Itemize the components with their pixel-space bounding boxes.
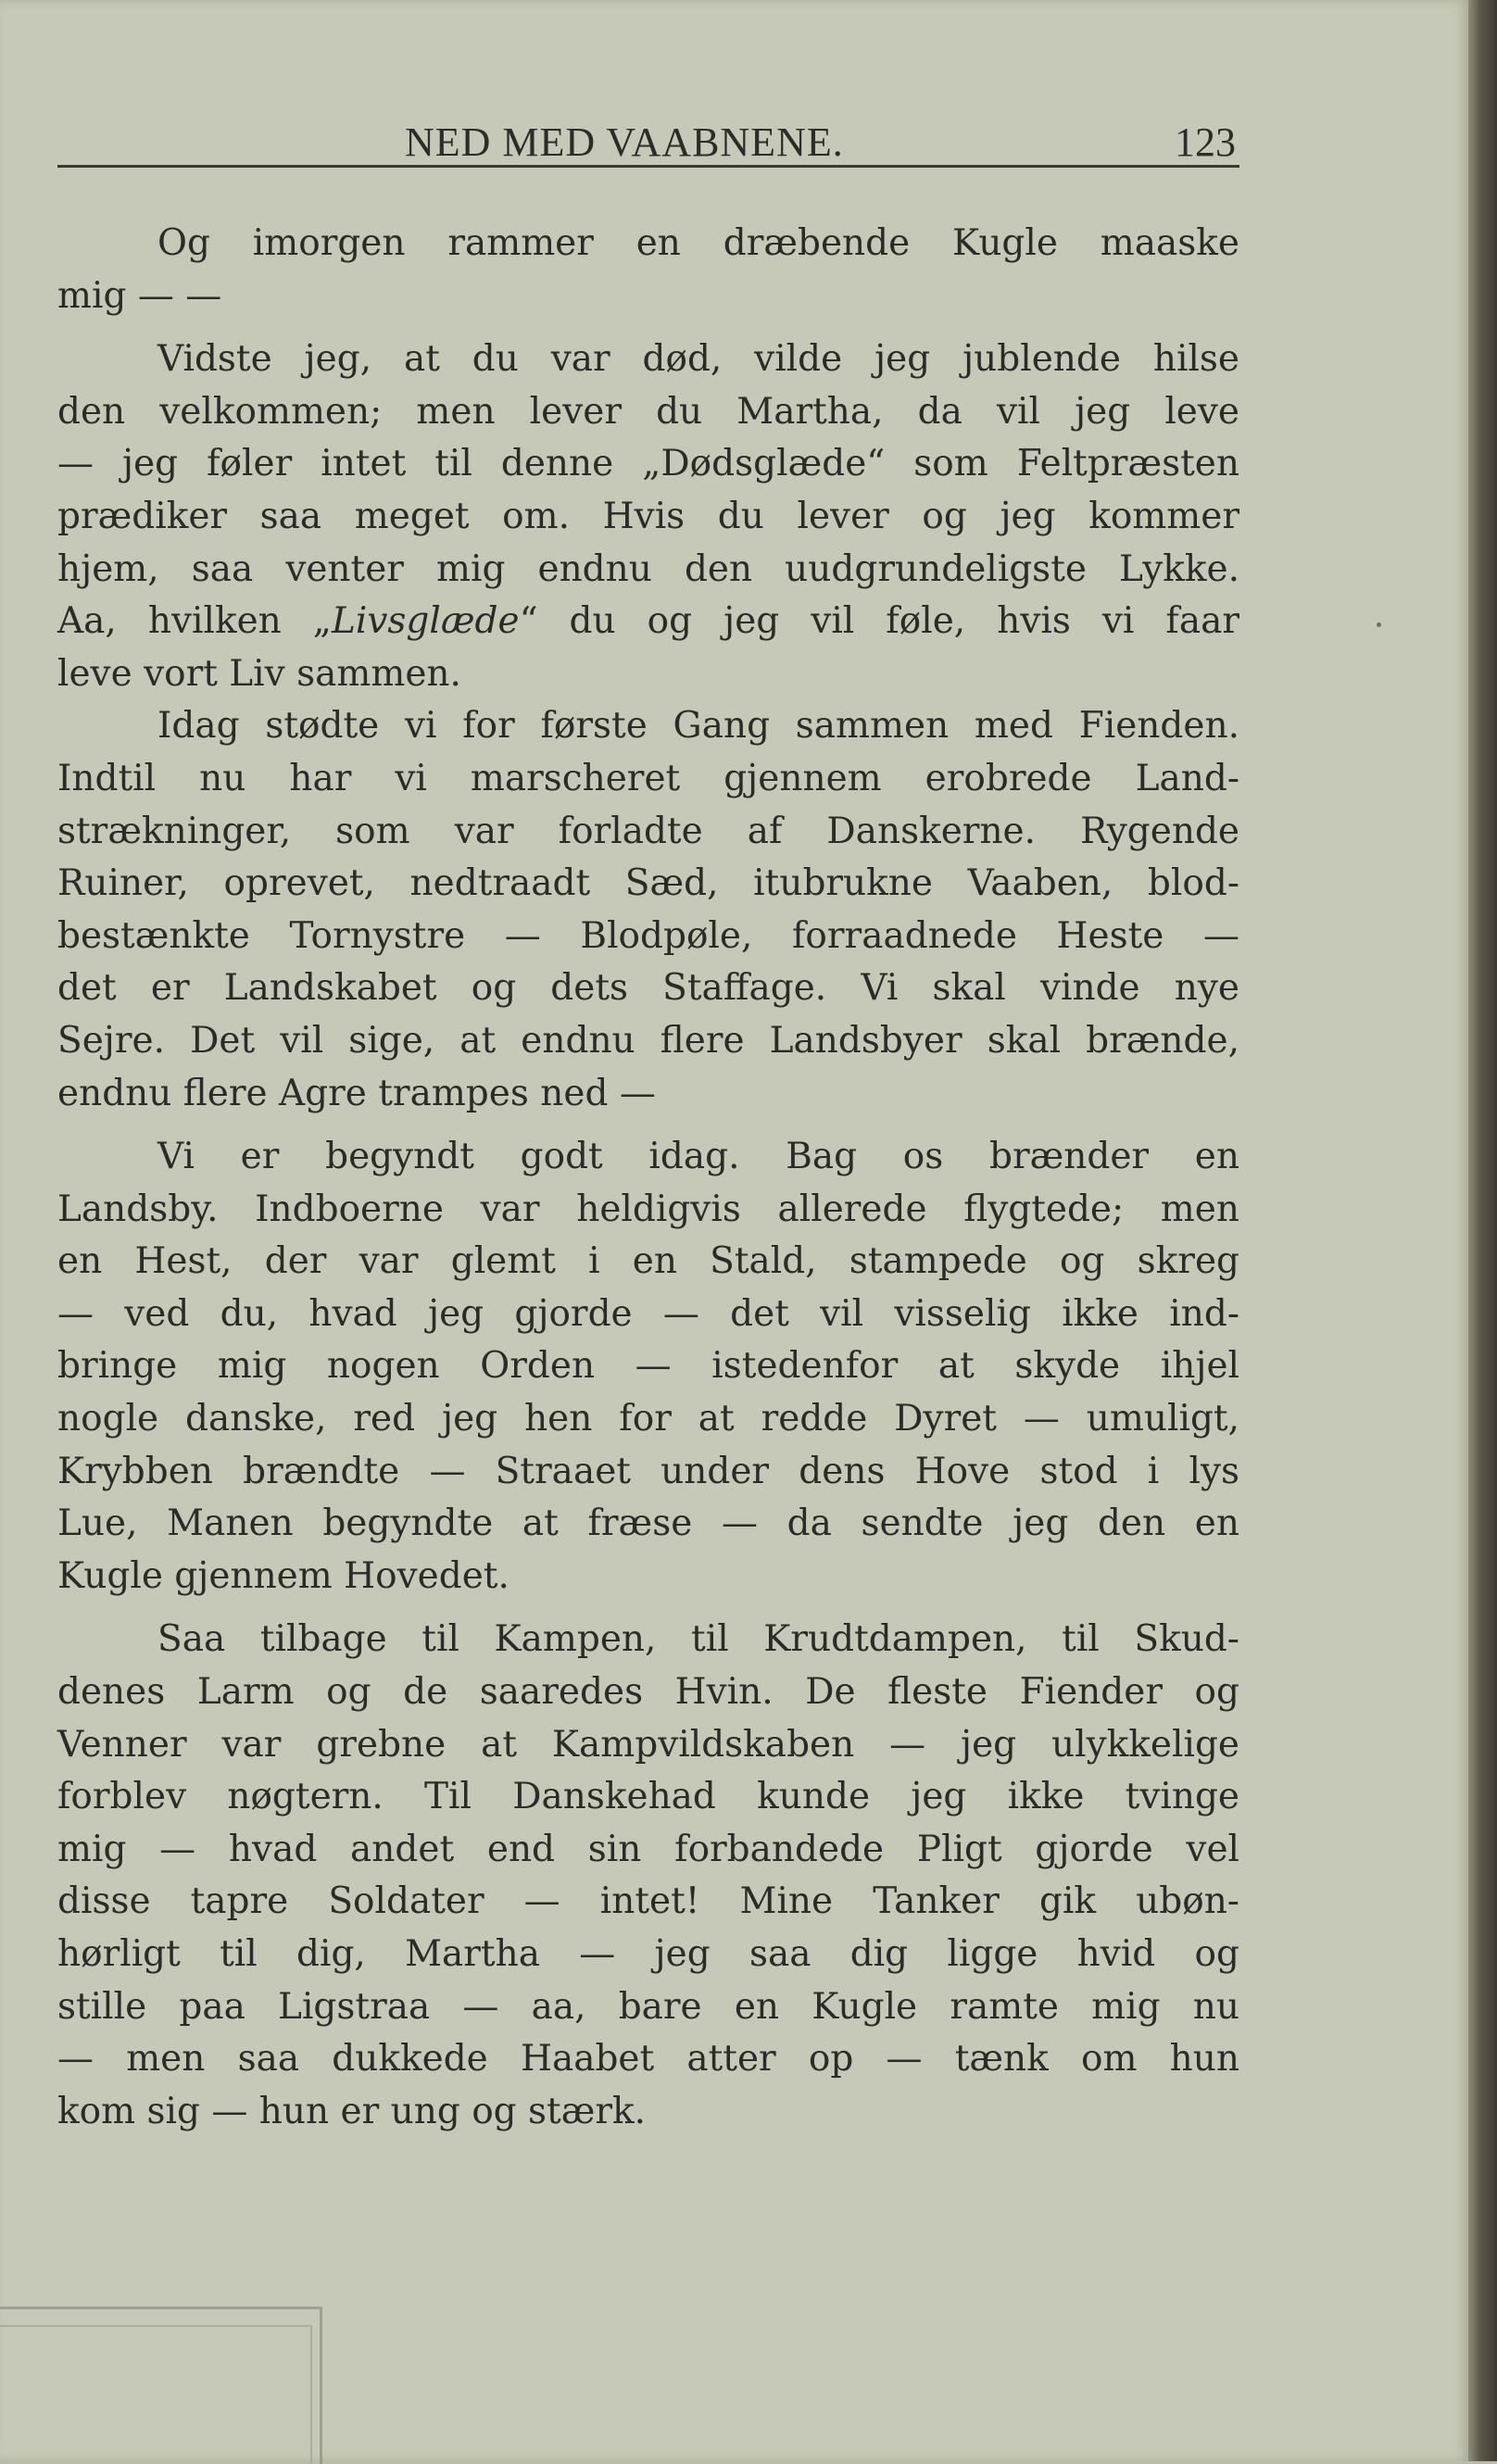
text-line: mig — — <box>57 274 222 317</box>
text-line: Krybben brændte — Straaet under dens Hove stod i lys <box>57 1450 1239 1492</box>
text-line: hjem, saa venter mig endnu den uudgrundeligste Lykke. <box>57 547 1239 590</box>
text-line: Idag stødte vi for første Gang sammen med Fienden. <box>157 705 1239 748</box>
paragraph <box>57 333 1239 700</box>
paper-speck <box>1377 622 1381 627</box>
text-line: Og imorgen rammer en dræbende Kugle maaske <box>157 222 1239 264</box>
text-line: — jeg føler intet til denne „Dødsglæde“ som Feltpræsten <box>57 443 1239 485</box>
text-line: det er Landskabet og dets Staffage. Vi skal vinde nye <box>57 967 1239 1010</box>
text-line: Indtil nu har vi marscheret gjennem erobrede Land- <box>57 757 1239 799</box>
text-line: kom sig — hun er ung og stærk. <box>57 2090 647 2132</box>
text-line-italic-word: Aa, hvilken „Livsglæde“ du og jeg vil føle, hvis vi faar <box>57 600 1239 643</box>
text-line: Vidste jeg, at du var død, vilde jeg jublende hilse <box>157 338 1239 381</box>
text-line: Venner var grebne at Kampvildskaben — jeg ulykkelige <box>57 1723 1239 1766</box>
body-text <box>57 218 1239 2138</box>
text-line: en Hest, der var glemt i en Stald, stampede og skreg <box>57 1240 1239 1283</box>
text-line: Vi er begyndt godt idag. Bag os brænder en <box>157 1136 1239 1178</box>
running-title: NED MED VAABNENE. <box>405 119 844 165</box>
text-line: Sejre. Det vil sige, at endnu flere Landsbyer skal brænde, <box>57 1019 1239 1062</box>
text-line: den velkommen; men lever du Martha, da vil jeg leve <box>57 390 1239 433</box>
text-line: Lue, Manen begyndte at fræse — da sendte jeg den en <box>57 1502 1239 1545</box>
text-line: Ruiner, oprevet, nedtraadt Sæd, itubrukne Vaaben, blod- <box>57 862 1239 905</box>
text-line: strækninger, som var forladte af Danskerne. Rygende <box>57 810 1239 852</box>
book-spine-edge <box>1468 0 1497 2461</box>
text-line: disse tapre Soldater — intet! Mine Tanker gik ubøn- <box>57 1880 1239 1923</box>
text-line: bringe mig nogen Orden — istedenfor at skyde ihjel <box>57 1345 1239 1388</box>
library-stamp-inner-outline <box>0 2325 312 2463</box>
paragraph <box>57 218 1239 322</box>
text-line: — men saa dukkede Haabet atter op — tænk om hun <box>57 2038 1239 2081</box>
text-line: stille paa Ligstraa — aa, bare en Kugle ramte mig nu <box>57 1985 1239 2028</box>
text-line: prædiker saa meget om. Hvis du lever og jeg kommer <box>57 495 1239 537</box>
paragraph <box>57 1614 1239 2138</box>
text-line: Kugle gjennem Hovedet. <box>57 1554 509 1597</box>
paragraph <box>57 700 1239 1120</box>
text-line: mig — hvad andet end sin forbandede Pligt gjorde vel <box>57 1828 1239 1870</box>
text-line: denes Larm og de saaredes Hvin. De fleste Fiender og <box>57 1671 1239 1714</box>
paragraph <box>57 1131 1239 1603</box>
text-line: hørligt til dig, Martha — jeg saa dig ligge hvid og <box>57 1933 1239 1975</box>
page-number: 123 <box>1175 119 1236 165</box>
text-line: endnu flere Agre trampes ned — <box>57 1072 656 1114</box>
running-header <box>57 109 1239 168</box>
text-line: forblev nøgtern. Til Danskehad kunde jeg ikke tvinge <box>57 1776 1239 1818</box>
text-line: — ved du, hvad jeg gjorde — det vil visselig ikke ind- <box>57 1292 1239 1335</box>
text-line: nogle danske, red jeg hen for at redde Dyret — umuligt, <box>57 1398 1239 1440</box>
text-line: Landsby. Indboerne var heldigvis allerede flygtede; men <box>57 1188 1239 1230</box>
text-line: Saa tilbage til Kampen, til Krudtdampen, til Skud- <box>157 1618 1239 1661</box>
italic-word: Livsglæde <box>332 600 520 643</box>
text-line: bestænkte Tornystre — Blodpøle, forraadnede Heste — <box>57 914 1239 957</box>
text-line: leve vort Liv sammen. <box>57 652 461 695</box>
